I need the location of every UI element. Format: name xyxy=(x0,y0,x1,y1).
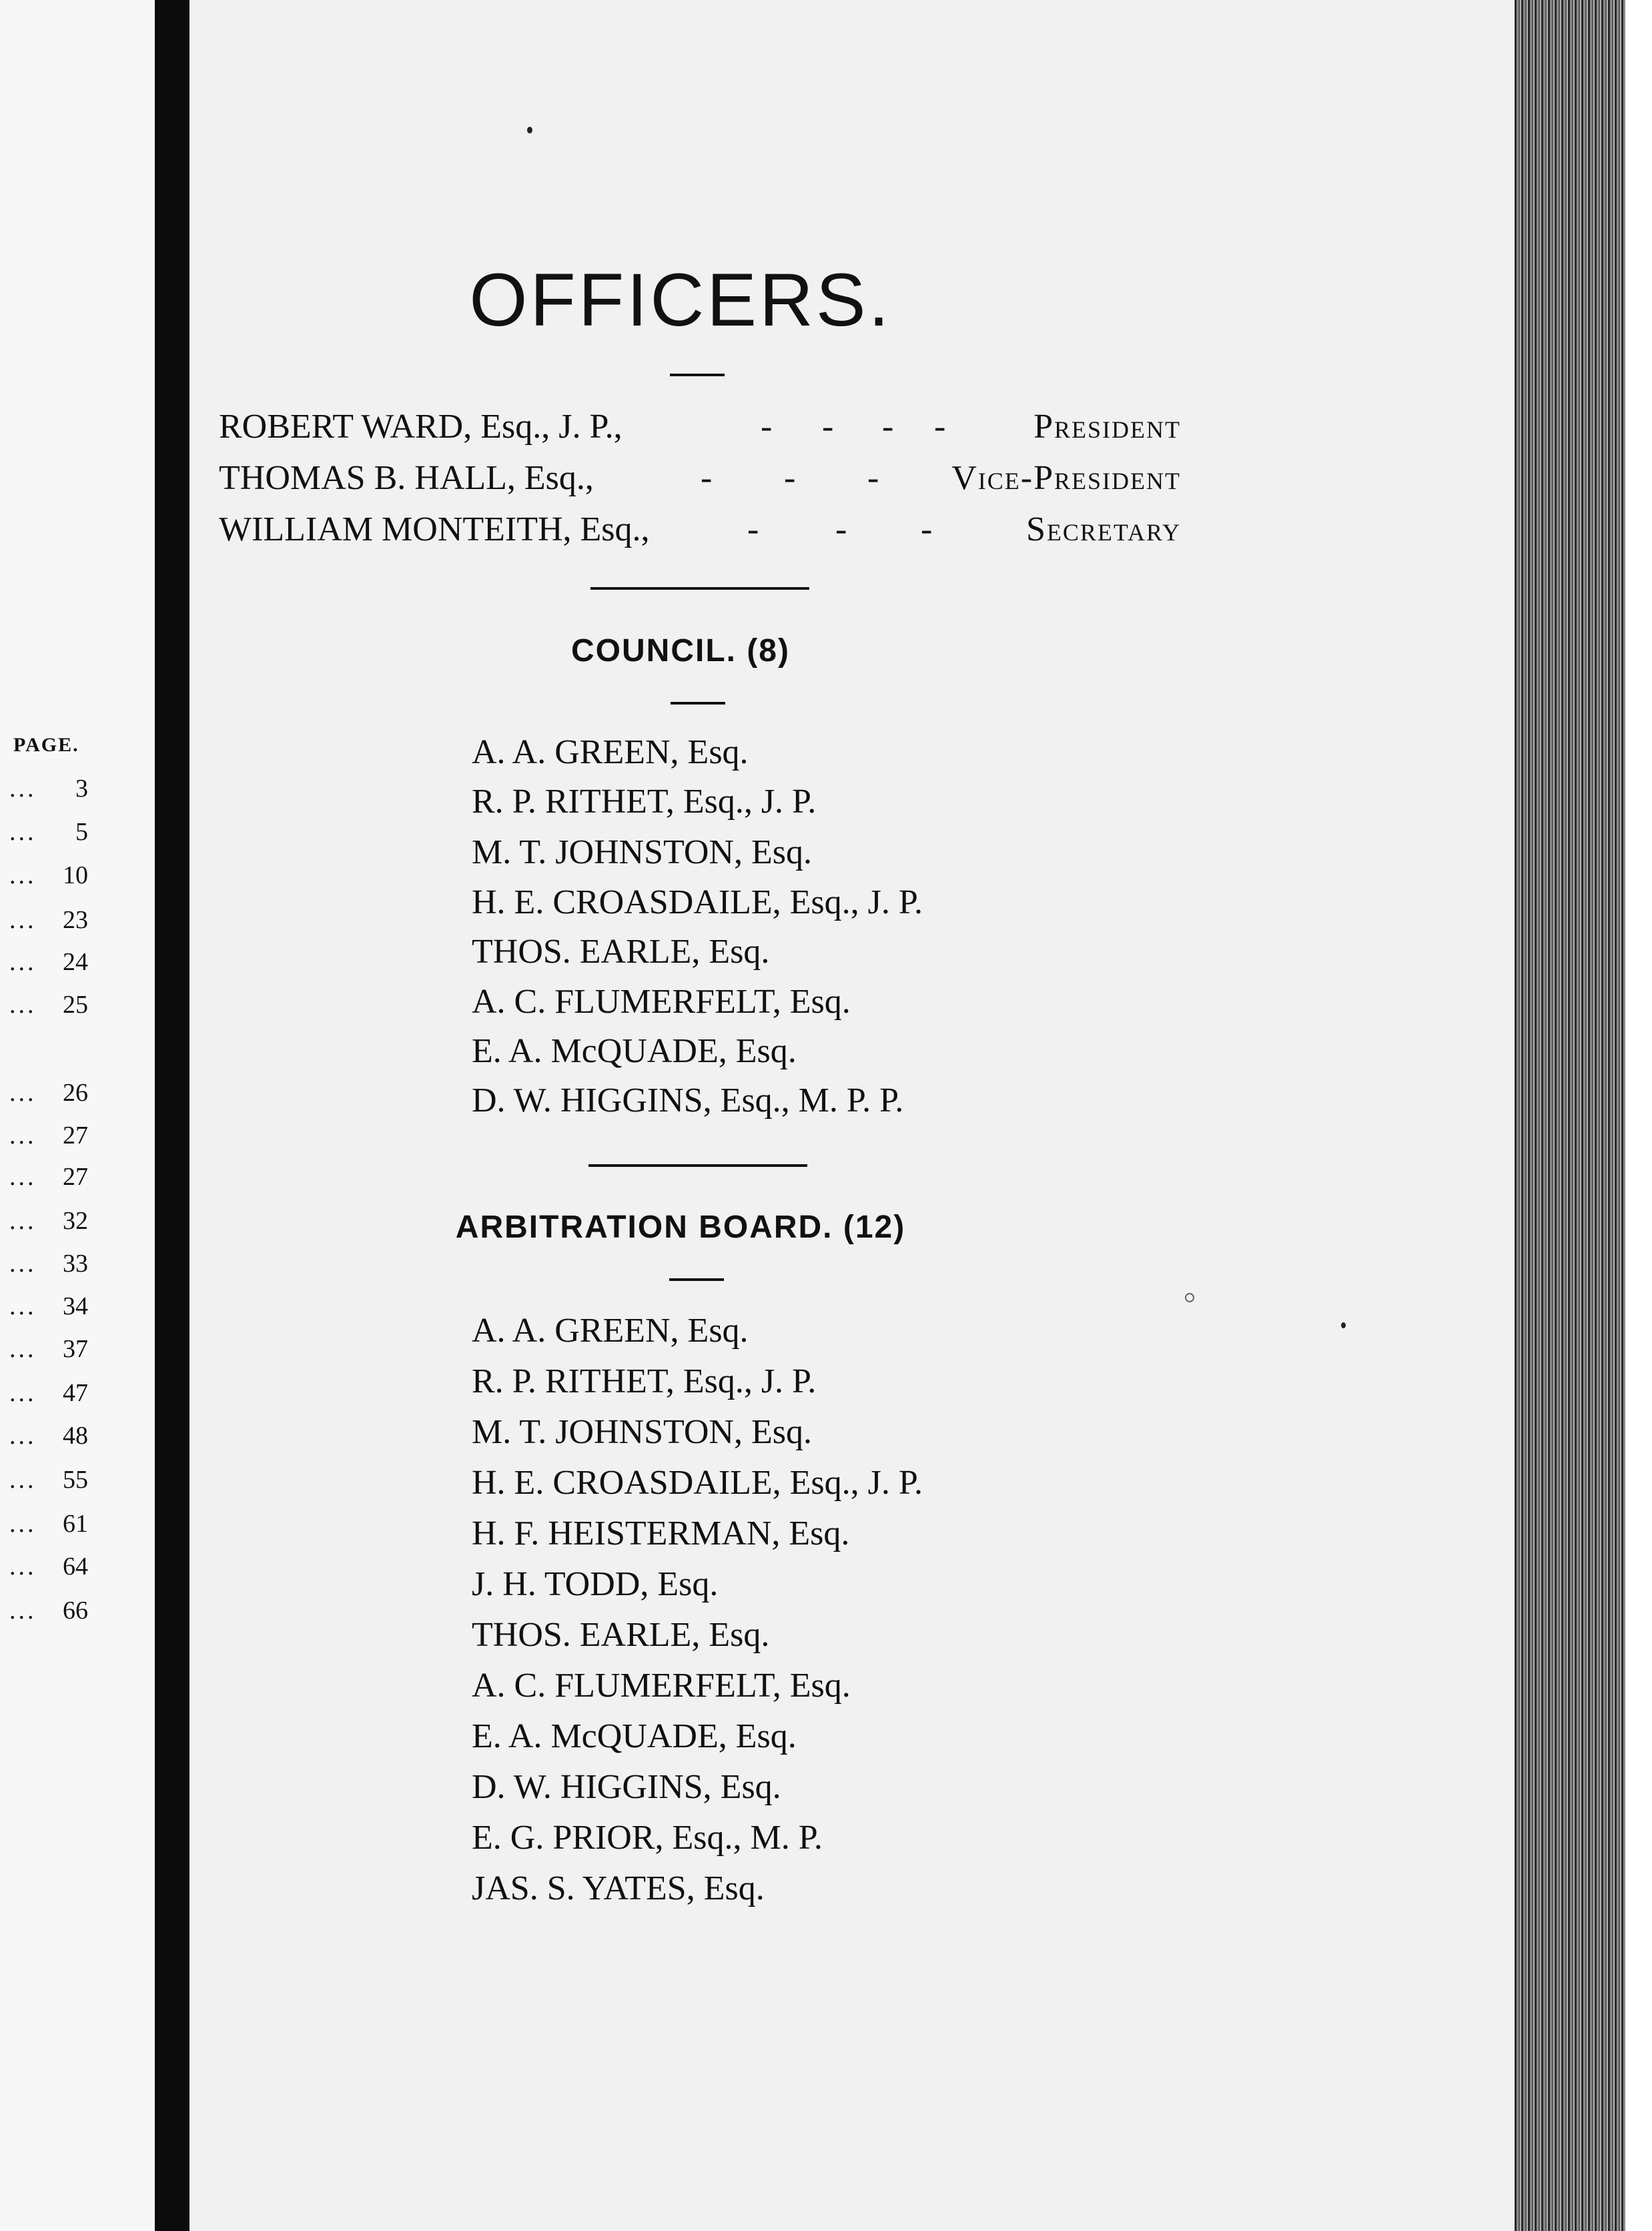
index-leader-dots: ... xyxy=(9,1552,37,1581)
title-rule xyxy=(670,374,725,376)
index-row xyxy=(9,1292,88,1321)
index-page-number: 64 xyxy=(63,1552,88,1581)
index-leader-dots: ... xyxy=(9,1207,37,1235)
index-page-number: 48 xyxy=(63,1422,88,1450)
dash-leader: - xyxy=(835,510,847,548)
officer-role: President xyxy=(1034,408,1181,446)
officer-role: Secretary xyxy=(1025,510,1181,548)
index-leader-dots: ... xyxy=(9,1250,37,1278)
board-member: M. T. JOHNSTON, Esq. xyxy=(472,1413,812,1451)
council-member: M. T. JOHNSTON, Esq. xyxy=(472,833,812,871)
council-divider xyxy=(588,1164,807,1167)
index-row xyxy=(9,1078,88,1107)
council-member: E. A. McQUADE, Esq. xyxy=(472,1032,797,1070)
index-leader-dots: ... xyxy=(9,1422,37,1450)
index-page-number: 10 xyxy=(63,861,88,889)
index-page-number: 23 xyxy=(63,906,88,934)
board-member: JAS. S. YATES, Esq. xyxy=(472,1869,765,1907)
index-page-number: 24 xyxy=(63,948,88,976)
council-rule xyxy=(671,702,725,705)
officer-row xyxy=(219,407,1181,454)
index-row xyxy=(9,905,88,935)
council-member: D. W. HIGGINS, Esq., M. P. P. xyxy=(472,1081,904,1120)
index-row xyxy=(9,774,88,803)
dash-leader: - xyxy=(882,408,894,446)
council-member: R. P. RITHET, Esq., J. P. xyxy=(472,783,817,821)
board-member: E. G. PRIOR, Esq., M. P. xyxy=(472,1819,823,1857)
dash-leader: - xyxy=(867,459,879,497)
index-page-number: 5 xyxy=(75,818,88,846)
officers-divider xyxy=(590,587,809,590)
index-leader-dots: ... xyxy=(9,1079,37,1107)
board-member: J. H. TODD, Esq. xyxy=(472,1565,719,1603)
officer-row xyxy=(219,510,1181,556)
index-page-number: 27 xyxy=(63,1163,88,1191)
board-member: R. P. RITHET, Esq., J. P. xyxy=(472,1362,817,1400)
index-leader-dots: ... xyxy=(9,775,37,803)
index-row xyxy=(9,1378,88,1408)
dash-leader: - xyxy=(761,408,773,446)
index-page-number: 66 xyxy=(63,1597,88,1625)
index-page-number: 61 xyxy=(63,1510,88,1538)
board-member: THOS. EARLE, Esq. xyxy=(472,1616,770,1654)
index-row xyxy=(9,947,88,977)
book-spine xyxy=(155,0,189,2231)
index-row xyxy=(9,817,88,847)
dash-leader: - xyxy=(747,510,759,548)
index-row xyxy=(9,1421,88,1450)
index-leader-dots: ... xyxy=(9,1122,37,1150)
left-page xyxy=(0,0,155,2231)
index-leader-dots: ... xyxy=(9,861,37,889)
board-member: A. A. GREEN, Esq. xyxy=(472,1312,749,1350)
index-leader-dots: ... xyxy=(9,1597,37,1625)
page-title: OFFICERS. xyxy=(469,258,892,342)
index-row xyxy=(9,1121,88,1150)
index-row xyxy=(9,1162,88,1192)
index-page-number: 47 xyxy=(63,1379,88,1407)
index-row xyxy=(9,1465,88,1494)
index-page-number: 34 xyxy=(63,1292,88,1320)
index-row xyxy=(9,1552,88,1581)
council-member: H. E. CROASDAILE, Esq., J. P. xyxy=(472,883,923,921)
index-heading: PAGE. xyxy=(13,734,79,756)
index-row xyxy=(9,1206,88,1236)
officer-name: THOMAS B. HALL, Esq., xyxy=(219,459,594,497)
dash-leader: - xyxy=(784,459,796,497)
dash-leader: - xyxy=(701,459,713,497)
officer-row xyxy=(219,458,1181,505)
board-member: D. W. HIGGINS, Esq. xyxy=(472,1768,781,1806)
index-page-number: 25 xyxy=(63,991,88,1019)
index-page-number: 3 xyxy=(75,775,88,803)
index-row xyxy=(9,861,88,890)
dash-leader: - xyxy=(921,510,933,548)
arbitration-board-heading: ARBITRATION BOARD. (12) xyxy=(455,1210,906,1245)
index-page-number: 27 xyxy=(63,1122,88,1150)
scan-speck xyxy=(527,127,532,133)
officer-name: WILLIAM MONTEITH, Esq., xyxy=(219,510,650,548)
dash-leader: - xyxy=(822,408,834,446)
board-member: H. F. HEISTERMAN, Esq. xyxy=(472,1514,850,1552)
index-leader-dots: ... xyxy=(9,1292,37,1320)
scan-speck xyxy=(1341,1322,1346,1328)
index-page-number: 37 xyxy=(63,1335,88,1363)
index-leader-dots: ... xyxy=(9,1466,37,1494)
arbitration-rule xyxy=(669,1278,724,1281)
index-leader-dots: ... xyxy=(9,1379,37,1407)
board-member: E. A. McQUADE, Esq. xyxy=(472,1717,797,1755)
index-leader-dots: ... xyxy=(9,1163,37,1191)
index-leader-dots: ... xyxy=(9,991,37,1019)
index-row xyxy=(9,1596,88,1625)
index-page-number: 32 xyxy=(63,1207,88,1235)
council-member: THOS. EARLE, Esq. xyxy=(472,933,770,971)
index-row xyxy=(9,990,88,1019)
council-member: A. A. GREEN, Esq. xyxy=(472,733,749,771)
index-row xyxy=(9,1509,88,1538)
dash-leader: - xyxy=(934,408,946,446)
index-leader-dots: ... xyxy=(9,948,37,976)
officer-role: Vice-President xyxy=(951,459,1181,497)
index-page-number: 33 xyxy=(63,1250,88,1278)
page-edge xyxy=(1515,0,1652,2231)
index-row xyxy=(9,1249,88,1278)
index-leader-dots: ... xyxy=(9,906,37,934)
index-page-number: 26 xyxy=(63,1079,88,1107)
index-page-number: 55 xyxy=(63,1466,88,1494)
council-member: A. C. FLUMERFELT, Esq. xyxy=(472,983,851,1021)
officer-name: ROBERT WARD, Esq., J. P., xyxy=(219,408,623,446)
index-leader-dots: ... xyxy=(9,818,37,846)
index-leader-dots: ... xyxy=(9,1335,37,1363)
council-heading: COUNCIL. (8) xyxy=(571,633,790,668)
index-row xyxy=(9,1334,88,1364)
board-member: A. C. FLUMERFELT, Esq. xyxy=(472,1667,851,1705)
board-member: H. E. CROASDAILE, Esq., J. P. xyxy=(472,1464,923,1502)
index-leader-dots: ... xyxy=(9,1510,37,1538)
scan-speck xyxy=(1185,1293,1194,1302)
